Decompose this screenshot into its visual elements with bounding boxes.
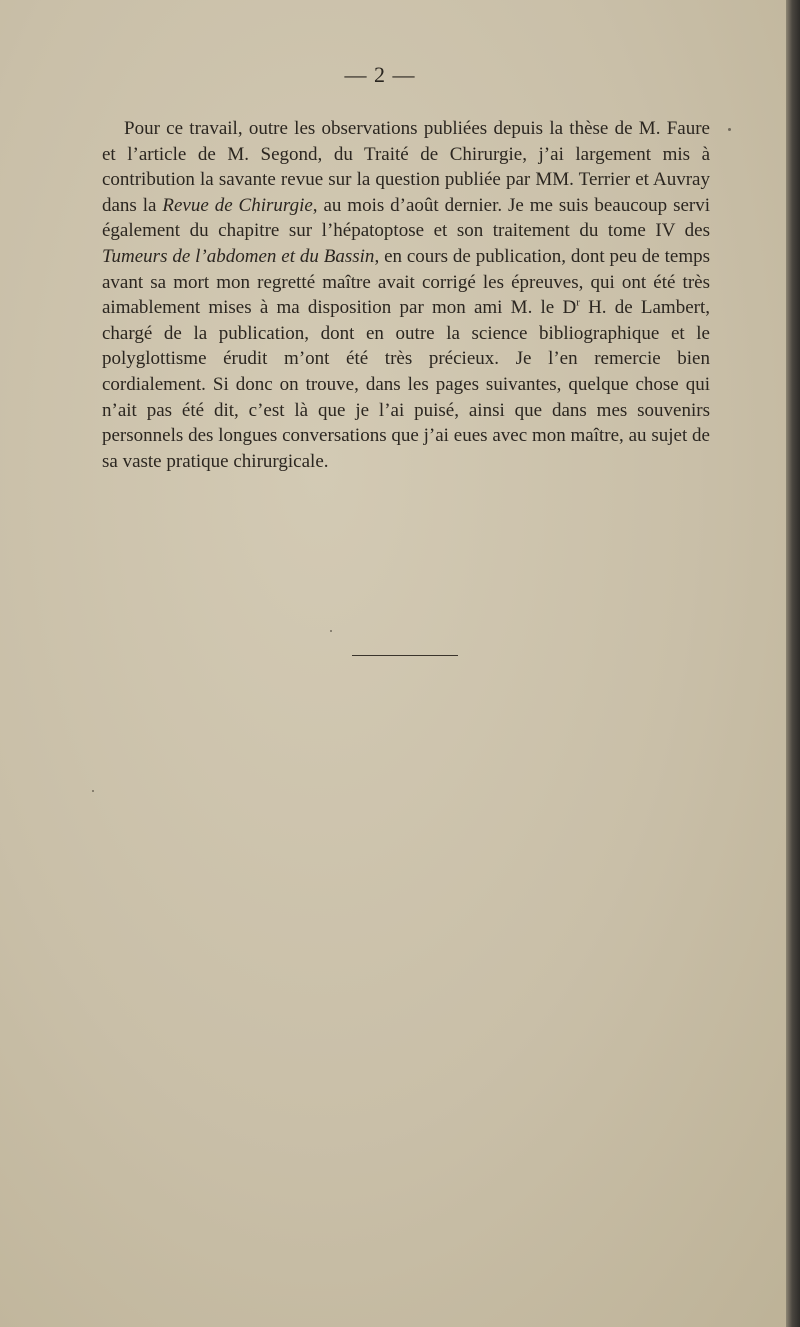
section-divider-rule (352, 655, 458, 656)
text-segment-1: Pour ce travail, outre les observations publiées depuis la thèse de M. Faure et l’article de M. Segond, du Traité de Chirurgie, j’ai largement mis à contribution la savante revue sur la question publiée par MM. Terrier et Auvray dans la (102, 118, 710, 216)
paper-speck (330, 630, 332, 632)
text-segment-4: H. de Lambert, chargé de la publication, dont en outre la science bibliographique et le polyglottisme érudit m’ont été très précieux. Je l’en remercie bien cordialement. Si donc on trouve, dans les pages suivantes, quelque chose qui n’ait pas été dit, c’est là que je l’ai puisé, ainsi que dans mes souvenirs personnels des longues conversations que j’ai eues avec mon maître, au sujet de sa vaste pratique chirurgicale. (102, 297, 711, 472)
text-segment-2: , au mois d’août dernier. Je me suis beaucoup servi également du chapitre sur l’hépatoptose et son traitement du tome IV des (102, 194, 711, 242)
page-number: — 2 — (344, 62, 416, 87)
paper-speck (92, 790, 94, 792)
body-paragraph (102, 116, 710, 474)
journal-title: Revue de Chirurgie (162, 194, 313, 216)
page-binding-edge (786, 0, 800, 1327)
doctor-superscript: r (576, 296, 580, 309)
paper-speck (728, 128, 731, 131)
text-segment-3: , en cours de publication, dont peu de temps avant sa mort mon regretté maître avait corrigé les épreuves, qui ont été très aimablement mises à ma disposition par mon ami M. le D (102, 245, 710, 319)
book-title: Tumeurs de l’abdomen et du Bassin (102, 245, 375, 267)
